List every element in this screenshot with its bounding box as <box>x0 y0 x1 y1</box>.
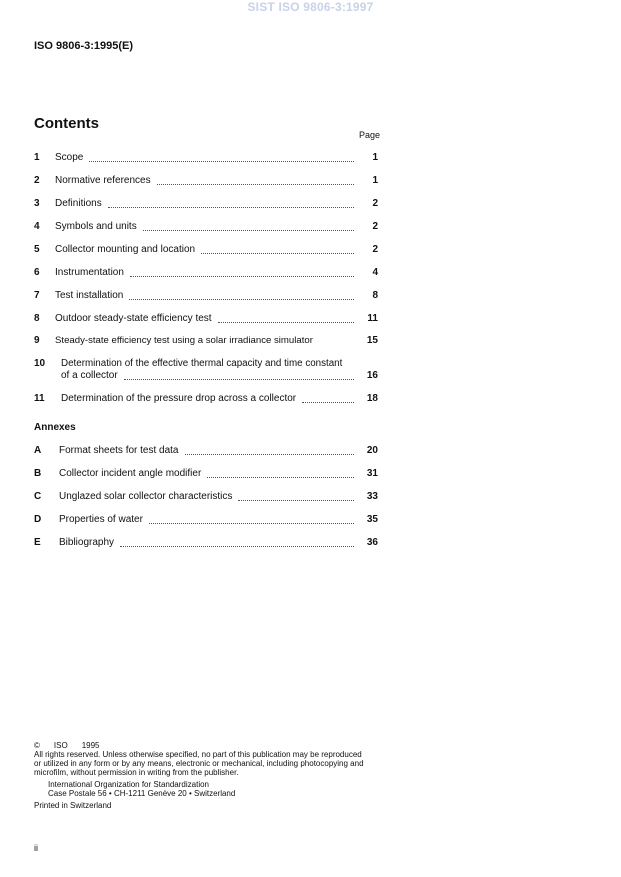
toc-entry-6[interactable] <box>34 267 378 279</box>
dot-leader <box>302 402 354 403</box>
toc-number: 10 <box>34 358 46 369</box>
rights-line-1: All rights reserved. Unless otherwise specified, no part of this publication may be reproduced <box>34 750 362 759</box>
annex-page: 31 <box>366 468 378 479</box>
printed-in: Printed in Switzerland <box>34 801 112 810</box>
page-column-label: Page <box>359 130 381 140</box>
annex-letter: A <box>34 445 42 456</box>
dot-leader <box>108 207 354 208</box>
annex-page: 33 <box>366 491 378 502</box>
annex-title: Properties of water <box>59 514 143 525</box>
contents-title: Contents <box>34 115 99 132</box>
toc-title: Symbols and units <box>55 221 137 232</box>
annex-title: Collector incident angle modifier <box>59 468 202 479</box>
toc-title: Test installation <box>55 290 124 301</box>
dot-leader <box>201 253 354 254</box>
annex-title: Format sheets for test data <box>59 445 179 456</box>
toc-page: 4 <box>372 267 378 278</box>
toc-entry-11[interactable] <box>34 393 378 405</box>
toc-title: Outdoor steady-state efficiency test <box>55 313 212 324</box>
copyright-notice <box>34 741 384 810</box>
toc-number: 7 <box>34 290 40 301</box>
toc-title-line2: of a collector <box>61 370 118 381</box>
org-name: International Organization for Standardization <box>48 780 209 789</box>
toc-entry-9[interactable] <box>34 335 378 347</box>
annexes-heading: Annexes <box>34 422 76 433</box>
toc-entry-3[interactable] <box>34 198 378 210</box>
toc-title: Collector mounting and location <box>55 244 196 255</box>
toc-title: Definitions <box>55 198 102 209</box>
toc-entry-8[interactable] <box>34 313 378 325</box>
annex-title: Unglazed solar collector characteristics <box>59 491 233 502</box>
dot-leader <box>185 454 355 455</box>
toc-page: 2 <box>372 244 378 255</box>
page-folio: ii <box>34 843 38 853</box>
dot-leader <box>207 477 354 478</box>
toc-page: 1 <box>372 175 378 186</box>
copyright-symbol: © <box>34 741 40 750</box>
toc-entry-7[interactable] <box>34 290 378 302</box>
toc-title: Steady-state efficiency test using a solar irradiance simulator <box>55 335 313 346</box>
watermark: SIST ISO 9806-3:1997 <box>247 0 374 14</box>
toc-number: 9 <box>34 335 40 346</box>
dot-leader <box>157 184 354 185</box>
toc-number: 4 <box>34 221 40 232</box>
toc-page: 2 <box>372 198 378 209</box>
org-address: Case Postale 56 • CH-1211 Genève 20 • Switzerland <box>48 789 236 798</box>
rights-line-3: microfilm, without permission in writing from the publisher. <box>34 768 239 777</box>
annex-entry-e[interactable] <box>34 537 378 549</box>
annex-entry-d[interactable] <box>34 514 378 526</box>
toc-number: 8 <box>34 313 40 324</box>
annex-entry-b[interactable] <box>34 468 378 480</box>
toc-title: Normative references <box>55 175 151 186</box>
annex-letter: D <box>34 514 42 525</box>
copyright-year: 1995 <box>81 741 100 750</box>
annex-letter: C <box>34 491 42 502</box>
toc-page: 2 <box>372 221 378 232</box>
dot-leader <box>319 344 354 345</box>
toc-title: Determination of the pressure drop across a collector <box>61 393 297 404</box>
annex-letter: E <box>34 537 41 548</box>
annex-entry-a[interactable] <box>34 445 378 457</box>
copyright-line <box>34 741 384 750</box>
annex-page: 20 <box>366 445 378 456</box>
dot-leader <box>89 161 354 162</box>
annex-title: Bibliography <box>59 537 115 548</box>
dot-leader <box>149 523 354 524</box>
toc-page: 1 <box>372 152 378 163</box>
annex-letter: B <box>34 468 42 479</box>
toc-title: Scope <box>55 152 84 163</box>
toc-number: 1 <box>34 152 40 163</box>
toc-entry-4[interactable] <box>34 221 378 233</box>
standard-id: ISO 9806-3:1995(E) <box>34 40 134 52</box>
annex-page: 36 <box>366 537 378 548</box>
toc-page: 11 <box>367 313 378 324</box>
toc-number: 6 <box>34 267 40 278</box>
dot-leader <box>130 276 354 277</box>
toc-page: 16 <box>366 370 378 381</box>
annex-page: 35 <box>366 514 378 525</box>
toc-entry-2[interactable] <box>34 175 378 187</box>
toc-number: 2 <box>34 175 40 186</box>
toc-entry-5[interactable] <box>34 244 378 256</box>
toc-page: 15 <box>366 335 378 346</box>
dot-leader <box>124 379 354 380</box>
dot-leader <box>238 500 354 501</box>
toc-entry-10[interactable] <box>34 358 378 382</box>
toc-page: 8 <box>372 290 378 301</box>
toc-title: Instrumentation <box>55 267 124 278</box>
toc-entry-1[interactable] <box>34 152 378 164</box>
dot-leader <box>143 230 354 231</box>
annex-entry-c[interactable] <box>34 491 378 503</box>
dot-leader <box>129 299 354 300</box>
toc-page: 18 <box>366 393 378 404</box>
rights-line-2: or utilized in any form or by any means, electronic or mechanical, including photocopying and <box>34 759 364 768</box>
toc-number: 3 <box>34 198 40 209</box>
dot-leader <box>120 546 354 547</box>
toc-number: 5 <box>34 244 40 255</box>
toc-title-line1: Determination of the effective thermal capacity and time constant <box>61 358 343 369</box>
copyright-org: ISO <box>53 741 68 750</box>
dot-leader <box>218 322 354 323</box>
toc-number: 11 <box>34 393 45 404</box>
